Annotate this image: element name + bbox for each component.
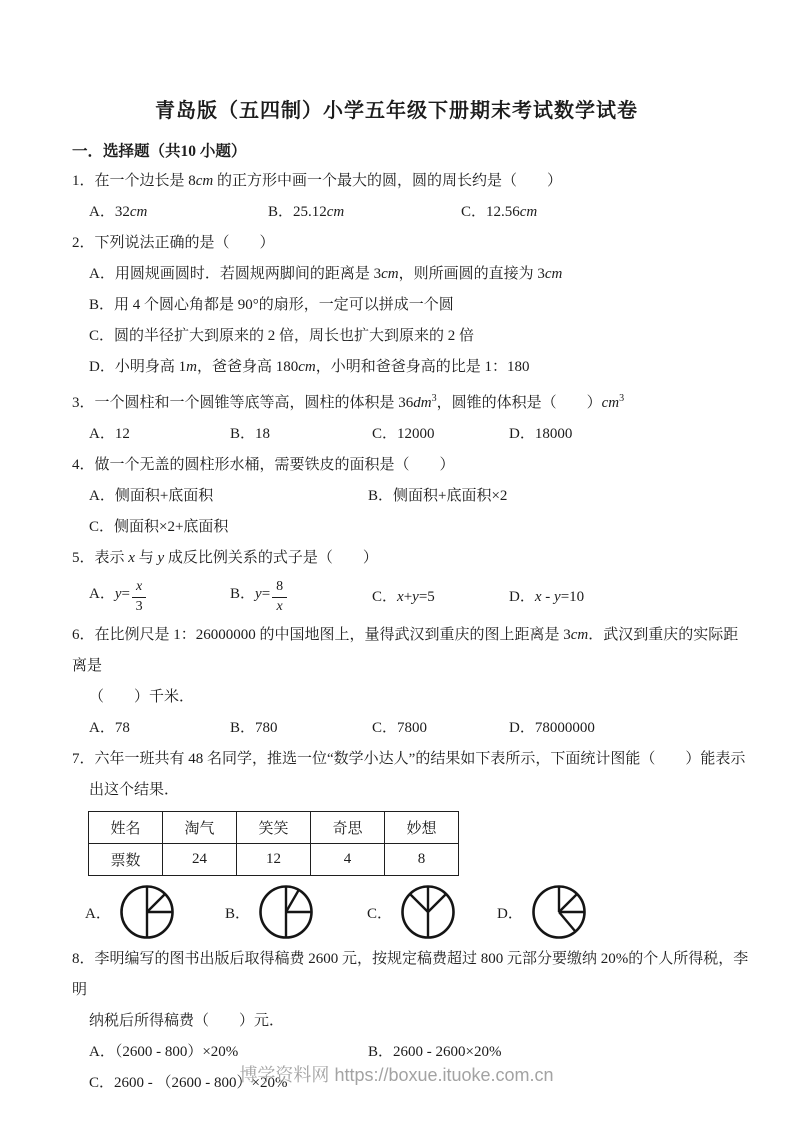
table-cell: 姓名 (89, 812, 163, 844)
question-stem-line: 纳税后所得稿费（ ）元． (89, 1013, 285, 1029)
table-cell: 笑笑 (237, 812, 311, 844)
questions-list (72, 166, 753, 1099)
option: B．18 (230, 426, 271, 442)
table-cell: 4 (311, 844, 385, 876)
option: B．780 (230, 720, 278, 736)
question-stem-line: 3．一个圆柱和一个圆锥等底等高，圆柱的体积是 $36dm^3$，圆锥的体积是（ ）$cm^3$ (72, 393, 625, 411)
pie-chart-icon (257, 883, 315, 941)
option: B．2600 - 2600×20% (368, 1044, 502, 1060)
question-stem-line: 1．在一个边长是 8cm 的正方形中画一个最大的圆，圆的周长约是（ ） (72, 173, 563, 189)
question-stem-line: 5．表示 x 与 y 成反比例关系的式子是（ ） (72, 550, 378, 566)
pie-chart-icon (399, 883, 457, 941)
page-title: 青岛版（五四制）小学五年级下册期末考试数学试卷 (155, 100, 638, 122)
option: A．y= $\frac{x}{3}$ (89, 579, 230, 614)
pie-chart-icon (530, 883, 588, 941)
option: C．2600 - （2600 - 800）×20% (89, 1075, 288, 1091)
option: B．25.12cm (268, 204, 345, 220)
pie-option (367, 883, 497, 941)
pie-option (225, 883, 367, 941)
option: B．y= $\frac{8}{x}$ (230, 579, 372, 614)
question (72, 543, 753, 620)
vote-table (88, 811, 459, 876)
option-row (72, 713, 753, 744)
table-cell: 淘气 (163, 812, 237, 844)
option-row (72, 197, 753, 228)
option-row (72, 419, 753, 450)
footer-watermark: 博学资料网 https://boxue.ituoke.com.cn (239, 1065, 554, 1085)
option: B．用 4 个圆心角都是 90°的扇形，一定可以拼成一个圆 (89, 297, 454, 313)
table-cell: 奇思 (311, 812, 385, 844)
option: C．7800 (372, 720, 428, 736)
option: C．x+y=5 (372, 588, 435, 605)
option-letter: D． (497, 905, 523, 922)
option: A．（2600 - 800）×20% (89, 1044, 239, 1060)
question-stem-line: 8．李明编写的图书出版后取得稿费 2600 元，按规定稿费超过 800 元部分要缴纳 20%的个人所得税，李明 (72, 951, 749, 998)
option: B．侧面积+底面积×2 (368, 488, 508, 504)
option: C．12000 (372, 426, 435, 442)
question-stem-line: 7．六年一班共有 48 名同学，推选一位“数学小达人”的结果如下表所示，下面统计图能（ ）能表示 (72, 751, 746, 767)
option: A．78 (89, 720, 130, 736)
option: A．32cm (89, 204, 148, 220)
option: D．78000000 (509, 720, 595, 736)
question (72, 620, 753, 744)
option: C．圆的半径扩大到原来的 2 倍，周长也扩大到原来的 2 倍 (89, 328, 475, 344)
question-stem-line: 出这个结果． (89, 782, 180, 798)
option-row (72, 512, 753, 543)
question (72, 228, 753, 383)
question (72, 383, 753, 450)
option: C．侧面积×2+底面积 (89, 519, 229, 535)
option-row (72, 290, 753, 321)
question (72, 166, 753, 228)
pie-chart-icon (118, 883, 176, 941)
table-cell: 12 (237, 844, 311, 876)
question-stem-line: 4．做一个无盖的圆柱形水桶，需要铁皮的面积是（ ） (72, 457, 455, 473)
table-cell: 8 (385, 844, 459, 876)
section-heading: 一．选择题（共10 小题） (72, 143, 247, 160)
table-row (89, 812, 459, 844)
option-letter: B． (225, 905, 251, 922)
option-letter: A． (85, 905, 111, 922)
table-cell: 票数 (89, 844, 163, 876)
question (72, 450, 753, 543)
option-row (72, 352, 753, 383)
option: A．12 (89, 426, 130, 442)
option: D．小明身高 1m，爸爸身高 180cm，小明和爸爸身高的比是 1：180 (89, 359, 530, 375)
table-cell: 妙想 (385, 812, 459, 844)
table-row (89, 844, 459, 876)
option-letter: C． (367, 905, 393, 922)
option-row (72, 259, 753, 290)
pie-option (85, 883, 225, 941)
option: D．18000 (509, 426, 573, 442)
option-row (72, 481, 753, 512)
question-stem-line: （ ）千米． (89, 689, 195, 705)
table-cell: 24 (163, 844, 237, 876)
pie-option (497, 883, 588, 941)
option: D．x - y=10 (509, 588, 585, 605)
pie-options-row (72, 880, 753, 944)
question-stem-line: 2．下列说法正确的是（ ） (72, 235, 275, 251)
option: C．12.56cm (461, 204, 538, 220)
question (72, 744, 753, 944)
option: A．用圆规画圆时．若圆规两脚间的距离是 3cm，则所画圆的直接为 3cm (89, 266, 563, 282)
option: A．侧面积+底面积 (89, 488, 214, 504)
option-row (72, 321, 753, 352)
question-stem-line: 6．在比例尺是 1：26000000 的中国地图上，量得武汉到重庆的图上距离是 3cm．武汉到重庆的实际距离是 (72, 627, 739, 674)
option-row (72, 574, 753, 620)
